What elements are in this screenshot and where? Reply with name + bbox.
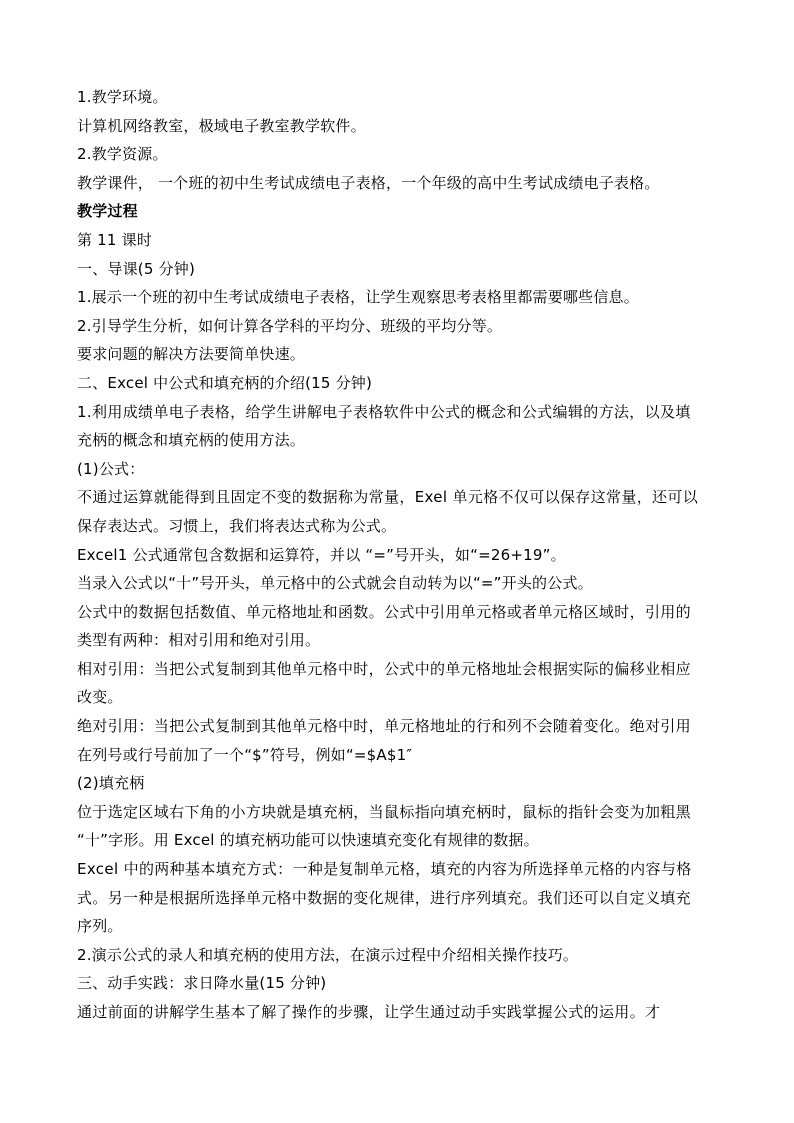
paragraph: 当录入公式以“十”号开头，单元格中的公式就会自动转为以“=”开头的公式。 (77, 574, 593, 593)
paragraph: 2.演示公式的录人和填充柄的使用方法，在演示过程中介绍相关操作技巧。 (77, 945, 579, 964)
item-teaching-environment: 1.教学环境。 (77, 88, 168, 106)
paragraph: 相对引用：当把公式复制到其他单元格中时，公式中的单元格地址会根据实际的偏移业相应 (77, 659, 692, 678)
section-heading-teaching-process: 教学过程 (77, 202, 138, 221)
subheading-formula: (1)公式： (77, 459, 145, 478)
paragraph: 2.引导学生分析，如何计算各学科的平均分、班级的平均分等。 (77, 316, 503, 335)
paragraph: 保存表达式。习惯上，我们将表达式称为公式。 (77, 516, 397, 535)
paragraph: 1.展示一个班的初中生考试成绩电子表格，让学生观察思考表格里都需要哪些信息。 (77, 288, 639, 307)
paragraph: Excel 中的两种基本填充方式：一种是复制单元格，填充的内容为所选择单元格的内容与格 (77, 860, 692, 879)
paragraph: 式。另一种是根据所选择单元格中数据的变化规律，进行序列填充。我们还可以自定义填充 (77, 888, 692, 907)
paragraph: Excel1 公式通常包含数据和运算符，并以 “=”号开头，如“=26+19”。 (77, 545, 566, 564)
paragraph: 通过前面的讲解学生基本了解了操作的步骤，让学生通过动手实践掌握公式的运用。才 (77, 1003, 661, 1021)
paragraph: 类型有两种：相对引用和绝对引用。 (77, 631, 321, 650)
lesson-number: 第 11 课时 (77, 230, 153, 249)
document-body (77, 83, 722, 1027)
paragraph: 充柄的概念和填充柄的使用方法。 (77, 431, 306, 450)
paragraph: 改变。 (77, 688, 123, 707)
section-heading-practice: 三、动手实践：求日降水量(15 分钟) (77, 974, 327, 993)
subheading-fill-handle: (2)填充柄 (77, 774, 145, 793)
paragraph: 序列。 (77, 917, 123, 936)
paragraph: 公式中的数据包括数值、单元格地址和函数。公式中引用单元格或者单元格区域时，引用的 (77, 602, 692, 621)
paragraph: 在列号或行号前加了一个“$”符号，例如“=$A$1″ (77, 745, 413, 764)
paragraph: 教学课件， 一个班的初中生考试成绩电子表格，一个年级的高中生考试成绩电子表格。 (77, 173, 660, 192)
paragraph: 计算机网络教室，极域电子教室教学软件。 (77, 116, 366, 135)
paragraph: 位于选定区域右下角的小方块就是填充柄，当鼠标指向填充柄时，鼠标的指针会变为加粗黑 (77, 802, 692, 821)
section-heading-excel-formulas: 二、Excel 中公式和填充柄的介绍(15 分钟) (77, 373, 373, 392)
paragraph: 不通过运算就能得到且固定不变的数据称为常量，Exel 单元格不仅可以保存这常量，还可以 (77, 488, 699, 507)
paragraph: 绝对引用：当把公式复制到其他单元格中时，单元格地址的行和列不会随着变化。绝对引用 (77, 717, 692, 736)
item-teaching-resources: 2.教学资源。 (77, 145, 168, 164)
paragraph: 1.利用成绩单电子表格，给学生讲解电子表格软件中公式的概念和公式编辑的方法，以及填 (77, 402, 691, 421)
section-heading-intro: 一、导课(5 分钟) (77, 259, 196, 278)
paragraph: “十”字形。用 Excel 的填充柄功能可以快速填充变化有规律的数据。 (77, 831, 539, 850)
paragraph: 要求问题的解决方法要简单快速。 (77, 345, 306, 364)
